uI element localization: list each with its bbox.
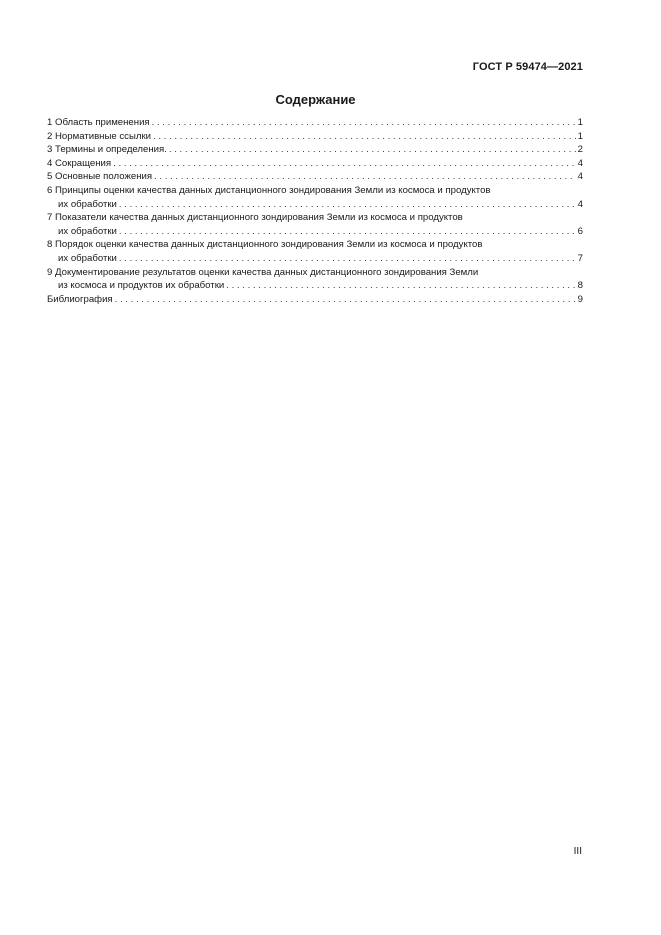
toc-entry-label: 2 Нормативные ссылки [47,130,152,142]
toc-leader-dots [115,293,576,307]
toc-entry-page: 7 [577,252,583,264]
page-number: III [573,846,582,857]
toc-leader-dots [119,198,576,212]
toc-entry-quality-indicators[interactable] [47,211,583,238]
toc-entry-page: 2 [577,144,583,156]
toc-entry-principles[interactable] [47,184,583,211]
toc-entry-label: 4 Сокращения [47,157,112,169]
toc-entry-label: их обработки [58,252,117,264]
toc-entry-documenting-results[interactable] [47,266,583,293]
toc-leader-dots [113,157,576,171]
toc-entry-label: их обработки [58,198,117,210]
toc-entry-label: их обработки [58,225,117,237]
toc-entry-page: 4 [577,157,583,169]
toc-entry-general-provisions[interactable] [47,170,583,184]
toc-entry-normative-references[interactable] [47,130,583,144]
toc-entry-label: 3 Термины и определения. [47,144,167,156]
toc-entry-page: 8 [577,280,583,292]
toc-entry-lead: 9 Документирование результатов оценки качества данных дистанционного зондирования Земли [47,266,479,278]
toc-entry-page: 1 [577,130,583,142]
toc-leader-dots [154,170,576,184]
toc-leader-dots [119,252,576,266]
toc-entry-abbreviations[interactable] [47,157,583,171]
toc-entry-page: 9 [577,293,583,305]
toc-entry-page: 4 [577,171,583,183]
toc-leader-dots [226,279,575,293]
toc-entry-page: 4 [577,198,583,210]
toc-entry-page: 1 [577,117,583,128]
document-code: ГОСТ Р 59474—2021 [472,61,583,73]
toc-leader-dots [119,225,576,239]
toc-title: Содержание [275,92,356,107]
toc-entry-label: 1 Область применения [47,117,150,128]
toc-entry-lead: 7 Показатели качества данных дистанционного зондирования Земли из космоса и продуктов [47,212,463,224]
toc-entry-label: из космоса и продуктов их обработки [58,280,225,292]
table-of-contents [47,116,583,306]
toc-entry-lead: 6 Принципы оценки качества данных дистанционного зондирования Земли из космоса и продуктов [47,184,491,196]
toc-entry-label: 5 Основные положения [47,171,153,183]
toc-entry-page: 6 [577,225,583,237]
toc-leader-dots [169,143,576,157]
toc-entry-bibliography[interactable] [47,293,583,307]
toc-entry-terms[interactable] [47,143,583,157]
toc-leader-dots [153,130,576,144]
toc-entry-scope[interactable] [47,116,583,130]
toc-entry-label: Библиография [47,293,113,305]
toc-entry-assessment-procedure[interactable] [47,238,583,265]
toc-entry-lead: 8 Порядок оценки качества данных дистанционного зондирования Земли из космоса и продуктов [47,239,483,251]
toc-leader-dots [152,116,576,130]
